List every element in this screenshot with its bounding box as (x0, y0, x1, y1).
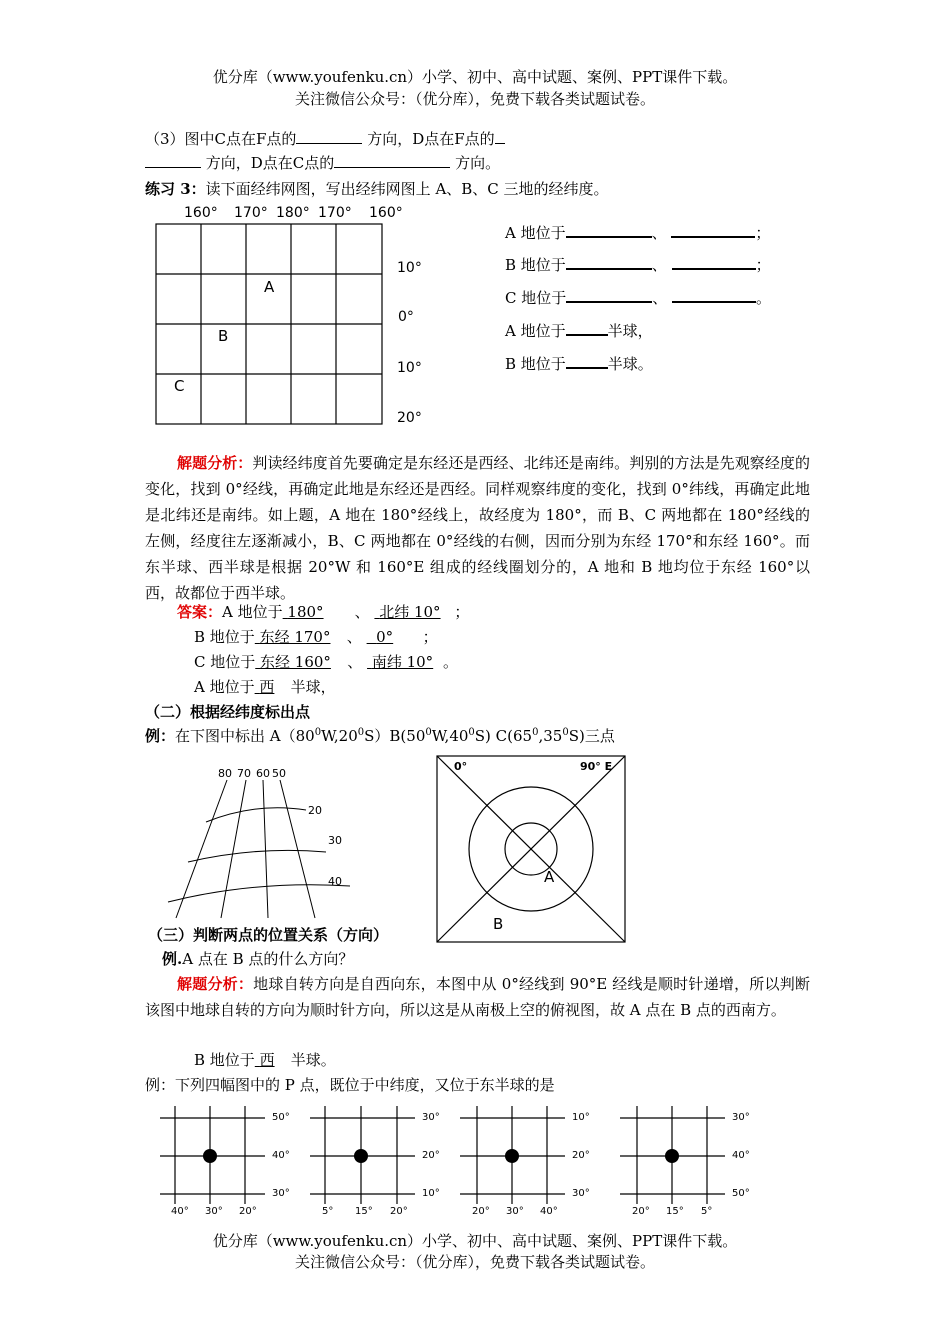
q3-part2: 方向，D点在F点的 (367, 130, 495, 148)
page-header-line1: 优分库（www.youfenku.cn）小学、初中、高中试题、案例、PPT课件下载。 (212, 68, 738, 86)
answer-b-line (194, 626, 438, 647)
exercise-3-text: 读下面经纬网图，写出经纬网图上 A、B、C 三地的经纬度。 (205, 180, 609, 198)
grid-d-right-1: 30° (732, 1112, 750, 1123)
grid-b-right-2: 20° (422, 1150, 440, 1161)
grid-c-bottom-1: 20° (472, 1206, 490, 1217)
answer-a-semi: ； (454, 603, 470, 621)
section-2-example (145, 725, 615, 746)
section-2-title: （二）根据经纬度标出点 (145, 703, 311, 721)
sup-1: 0 (314, 727, 322, 738)
analysis-2-label: 解题分析： (177, 975, 254, 993)
analysis-1-text: 判读经纬度首先要确定是东经还是西经、北纬还是南纬。判别的方法是先观察经度的变化，找到 0°经线，再确定此地是东经还是西经。同样观察纬度的变化，找到 0°纬线，再确定此地是北纬还是南纬。如上题，A 地在 180°经线上，故经度为 180°，而 B、C 两地都在 180°经线的左侧，经度往左逐渐减小，B、C 两地都在 0°经线的右侧，因而分别为东经 170°和东经 160°。而东半球、西半球是根据 20°W 和 160°E 组成的经线圈划分的，A 地和 B 地均位于东经 160°以西，故都位于西半球。 (145, 454, 810, 602)
form-c-position (505, 287, 771, 308)
form-c-label: C 地位于 (505, 289, 567, 307)
answer-b-sep: 、 (346, 628, 362, 646)
exercise-3-label: 练习 3： (145, 180, 206, 198)
section-2-ex-part4: S) C(65 (474, 727, 533, 745)
polar-label-90e: 90° E (580, 760, 613, 773)
grid-c-right-2: 20° (572, 1150, 590, 1161)
answer-hemi-suffix: 半球， (290, 678, 336, 696)
b-hemisphere-line (194, 1049, 336, 1070)
analysis-1-label: 解题分析： (177, 454, 253, 472)
polar-view-diagram (430, 750, 632, 946)
fan-lon-label-1: 80 (218, 767, 232, 780)
form-a-sep: 、 (651, 224, 667, 242)
grid1-top-label-3: 180° (276, 205, 310, 221)
analysis-2-text: 地球自转方向是自西向东，本图中从 0°经线到 90°E 经线是顺时针递增，所以判断该图中地球自转的方向为顺时针方向，所以这是从南极上空的俯视图，故 A 点在 B 点的西南方。 (145, 975, 810, 1019)
grid-d-bottom-2: 15° (666, 1206, 684, 1217)
q3-blank3[interactable] (334, 153, 450, 168)
analysis-2-paragraph (145, 971, 810, 1023)
fan-lon-label-2: 70 (237, 767, 251, 780)
fan-lat-label-2: 30 (328, 834, 342, 847)
answer-hemi-prefix: A 地位于 (194, 678, 255, 696)
fan-lat-label-3: 40 (328, 875, 342, 888)
section-2-ex-part3: W,40 (431, 727, 469, 745)
grid-d-bottom-1: 20° (632, 1206, 650, 1217)
sup-2: 0 (357, 727, 365, 738)
grid1-point-c: C (174, 377, 185, 395)
form-b-hemisphere (505, 353, 653, 374)
answer-b-prefix: B 地位于 (194, 628, 255, 646)
b-hemi-value: 西 (259, 1051, 275, 1069)
b-hemi-prefix: B 地位于 (194, 1051, 255, 1069)
sup-5: 0 (532, 727, 539, 738)
grid-c-bottom-2: 30° (506, 1206, 524, 1217)
grid-d-point-p (665, 1149, 679, 1163)
section-2-ex-part2: S）B(50 (364, 727, 426, 745)
grid1-point-b: B (218, 327, 229, 345)
q3-blank2a[interactable] (495, 129, 505, 144)
grid-a-right-2: 40° (272, 1150, 290, 1161)
form-c-sep: 、 (652, 289, 668, 307)
grid-a-right-3: 30° (272, 1188, 290, 1199)
sup-3: 0 (425, 727, 432, 738)
form-a-hemi-suffix: 半球， (607, 322, 653, 340)
polar-point-b: B (493, 915, 504, 933)
form-b-hemi-blank[interactable] (566, 353, 608, 369)
grid-a-bottom-3: 20° (239, 1206, 257, 1217)
answer-a-lat: 北纬 10° (379, 603, 441, 621)
answer-b-lon: 东经 170° (259, 628, 331, 646)
form-a-lat-blank[interactable] (671, 222, 755, 238)
q3-part1: （3）图中C点在F点的 (145, 130, 297, 148)
form-b-position (505, 254, 771, 275)
polar-point-a: A (544, 868, 555, 886)
answer-b-lat: 0° (376, 628, 394, 646)
q3-part3: 方向，D点在C点的 (205, 154, 335, 172)
answer-b-semi: ； (422, 628, 438, 646)
grid-b-bottom-3: 20° (390, 1206, 408, 1217)
form-a-label: A 地位于 (505, 224, 566, 242)
form-c-lat-blank[interactable] (672, 287, 756, 303)
grid-b-bottom-1: 5° (322, 1206, 334, 1217)
answer-a-line (177, 601, 469, 622)
answer-c-lon: 东经 160° (260, 653, 331, 671)
form-a-hemi-blank[interactable] (566, 320, 608, 336)
section-2-ex-part1: W,20 (321, 727, 358, 745)
grid1-right-label-2: 0° (398, 309, 414, 325)
section-2-ex-part6: S)三点 (568, 727, 615, 745)
form-b-hemi-suffix: 半球。 (607, 355, 653, 373)
polar-label-0: 0° (454, 760, 468, 773)
form-b-label: B 地位于 (505, 256, 566, 274)
grid-d-bottom-3: 5° (701, 1206, 713, 1217)
page-header-line2: 关注微信公众号：（优分库），免费下载各类试题试卷。 (294, 90, 655, 108)
grid-a-right-1: 50° (272, 1112, 290, 1123)
answer-c-period: 。 (443, 653, 459, 671)
four-small-grids (155, 1100, 795, 1222)
grid-a-bottom-2: 30° (205, 1206, 223, 1217)
form-a-hemisphere (505, 320, 653, 341)
grid1-point-a: A (264, 278, 275, 296)
fan-lat-label-1: 20 (308, 804, 322, 817)
page-footer-line1: 优分库（www.youfenku.cn）小学、初中、高中试题、案例、PPT课件下载。 (212, 1232, 738, 1250)
grid1-top-label-4: 170° (318, 205, 352, 221)
q3-blank1[interactable] (296, 129, 362, 144)
page-footer-line2: 关注微信公众号：（优分库），免费下载各类试题试卷。 (294, 1253, 655, 1271)
form-c-lon-blank[interactable] (566, 287, 652, 303)
grid-a-point-p (203, 1149, 217, 1163)
section-3-example (162, 948, 353, 969)
section-3-ex-label: 例. (162, 950, 183, 968)
sup-4: 0 (468, 727, 475, 738)
grid1-right-label-4: 20° (397, 410, 422, 426)
grid1-right-label-3: 10° (397, 360, 422, 376)
answer-hemi-value: 西 (259, 678, 275, 696)
sup-6: 0 (562, 727, 569, 738)
b-hemi-suffix: 半球。 (290, 1051, 336, 1069)
grid-b-right-3: 10° (422, 1188, 440, 1199)
form-b-sep: 、 (651, 256, 667, 274)
section-3-title: （三）判断两点的位置关系（方向） (148, 926, 389, 944)
grid-b-bottom-2: 15° (355, 1206, 373, 1217)
grid1-top-label-2: 170° (234, 205, 268, 221)
answer-a-sep: 、 (354, 603, 370, 621)
answer-hemisphere-line (194, 676, 336, 697)
grid-b-point-p (354, 1149, 368, 1163)
answer-c-line (194, 651, 458, 672)
question-3-line1 (145, 128, 505, 149)
section-2-ex-part5: ,35 (538, 727, 563, 745)
grid-c-point-p (505, 1149, 519, 1163)
q3-part4: 方向。 (455, 154, 501, 172)
form-a-semi: ； (755, 224, 771, 242)
grid1-top-label-5: 160° (369, 205, 403, 221)
answer-a-prefix: A 地位于 (222, 603, 283, 621)
answer-label: 答案： (177, 603, 223, 621)
form-a-hemi-label: A 地位于 (505, 322, 566, 340)
form-b-hemi-label: B 地位于 (505, 355, 566, 373)
grid-a-bottom-1: 40° (171, 1206, 189, 1217)
grid1-top-label-1: 160° (184, 205, 218, 221)
answer-c-sep: 、 (347, 653, 363, 671)
grid-c-right-3: 30° (572, 1188, 590, 1199)
fan-lon-label-4: 50 (272, 767, 286, 780)
grid-c-bottom-3: 40° (540, 1206, 558, 1217)
form-a-lon-blank[interactable] (566, 222, 652, 238)
q3-blank2b[interactable] (145, 153, 201, 168)
form-b-lat-blank[interactable] (672, 254, 756, 270)
section-3-ex-text: A 点在 B 点的什么方向？ (182, 950, 354, 968)
lat-lon-grid-1 (150, 198, 440, 434)
grid1-right-label-1: 10° (397, 260, 422, 276)
example-4-prompt: 例：下列四幅图中的 P 点，既位于中纬度，又位于东半球的是 (145, 1076, 555, 1094)
fan-lon-label-3: 60 (256, 767, 270, 780)
answer-c-lat: 南纬 10° (371, 653, 434, 671)
form-a-position (505, 222, 770, 243)
grid-c-right-1: 10° (572, 1112, 590, 1123)
form-c-period: 。 (756, 289, 772, 307)
exercise-3-prompt (145, 178, 609, 199)
question-3-line2 (145, 152, 500, 173)
section-2-ex-label: 例： (145, 727, 176, 745)
grid-d-right-3: 50° (732, 1188, 750, 1199)
form-b-semi: ； (755, 256, 771, 274)
answer-c-prefix: C 地位于 (194, 653, 256, 671)
fan-graticule-diagram (160, 762, 360, 922)
form-b-lon-blank[interactable] (566, 254, 652, 270)
grid-d-right-2: 40° (732, 1150, 750, 1161)
grid-b-right-1: 30° (422, 1112, 440, 1123)
section-2-ex-part0: 在下图中标出 A（80 (175, 727, 315, 745)
answer-a-lon: 180° (287, 603, 324, 621)
analysis-1-paragraph (145, 450, 810, 606)
